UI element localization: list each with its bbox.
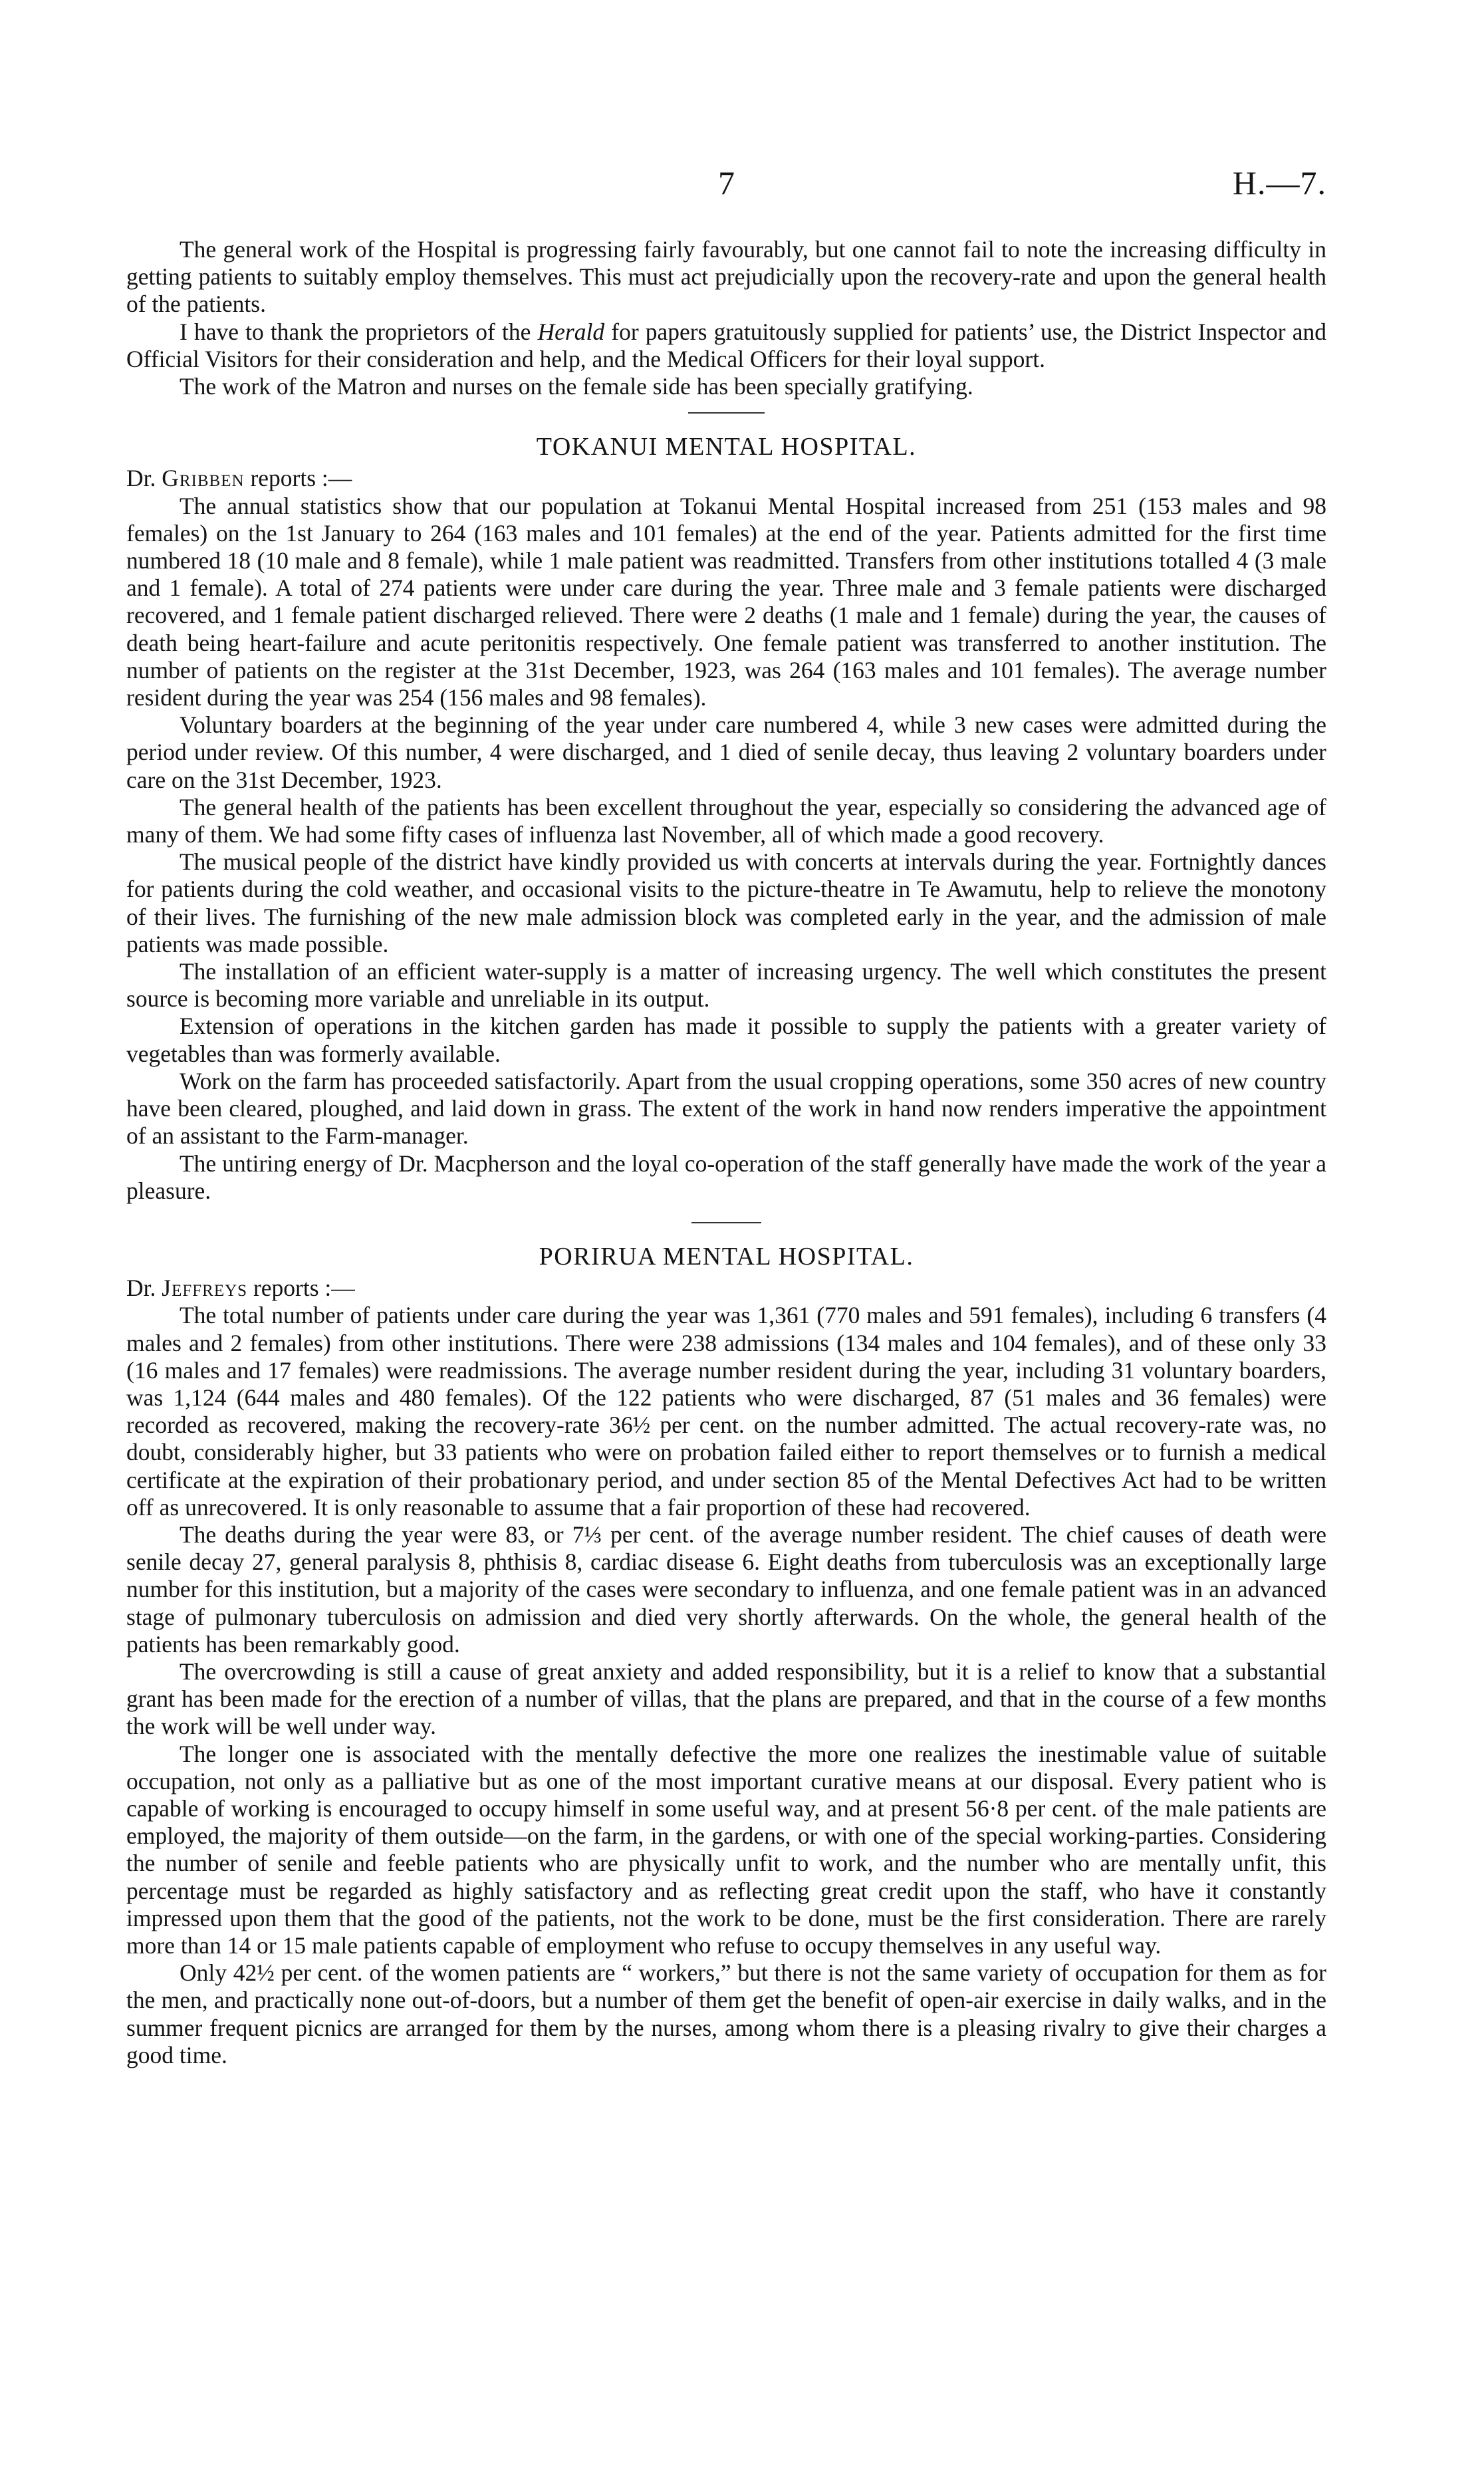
porirua-paragraph: Only 42½ per cent. of the women patients are “ workers,” but there is not the same variety of occupation for them as for the men, and practically none out-of-doors, but a number of them get the benefit of open-air exercise in daily walks, and in the summer frequent picnics are arranged for them by the nurses, among whom there is a pleasing rivalry to give their charges a good time. (126, 1959, 1326, 2068)
page-number: 7 (718, 164, 735, 201)
porirua-paragraph: The overcrowding is still a cause of great anxiety and added responsibility, but it is a relief to know that a substantial grant has been made for the erection of a number of villas, that the plans are prepared, and that in the course of a few months the work will be well under way. (126, 1658, 1326, 1740)
reporter-suffix: reports :— (244, 465, 352, 492)
section-divider (691, 1222, 761, 1223)
tokanui-paragraph: The installation of an efficient water-supply is a matter of increasing urgency. The well which constitutes the present source is becoming more variable and unreliable in its output. (126, 958, 1326, 1013)
reporter-prefix: Dr. (126, 1275, 162, 1302)
tokanui-paragraph: Extension of operations in the kitchen garden has made it possible to supply the patients with a greater variety of vegetables than was formerly available. (126, 1013, 1326, 1067)
intro-paragraph-thanks (126, 318, 1326, 373)
section-heading-porirua: PORIRUA MENTAL HOSPITAL. (539, 1242, 914, 1271)
intro-paragraph: The work of the Matron and nurses on the female side has been specially gratifying. (180, 373, 973, 400)
thanks-text-end: for papers gratuitously supplied for patients’ use, the District Inspector and Official Visitors for their consideration and help, and the Medical Officers for their loyal support. (126, 318, 1326, 372)
page-header (126, 164, 1326, 210)
section-heading-tokanui: TOKANUI MENTAL HOSPITAL. (536, 433, 917, 461)
document-body (126, 236, 1326, 2069)
reporter-line-tokanui (126, 465, 1326, 492)
reporter-name: Gribben (162, 465, 245, 492)
porirua-paragraph: The total number of patients under care during the year was 1,361 (770 males and 591 females), including 6 transfers (4 males and 2 females) from other institutions. There were 238 admissions (134 males and 104 females), and of these only 33 (16 males and 17 females) were readmissions. The average number resident during the year, including 31 voluntary boarders, was 1,124 (644 males and 480 females). Of the 122 patients who were discharged, 87 (51 males and 36 females) were recorded as recovered, making the recovery-rate 36½ per cent. on the number admitted. The actual recovery-rate was, no doubt, considerably higher, but 33 patients who were on probation failed either to report themselves or to furnish a medical certificate at the expiration of their probationary period, and under section 85 of the Mental Defectives Act had to be written off as unrecovered. It is only reasonable to assume that a fair proportion of these had recovered. (126, 1302, 1326, 1521)
reporter-line-porirua (126, 1275, 1326, 1302)
reporter-name: Jeffreys (162, 1275, 248, 1302)
tokanui-paragraph: Work on the farm has proceeded satisfactorily. Apart from the usual cropping operations, some 350 acres of new country have been cleared, ploughed, and laid down in grass. The extent of the work in hand now renders imperative the appointment of an assistant to the Farm-manager. (126, 1067, 1326, 1150)
document-reference: H.—7. (1232, 164, 1326, 201)
porirua-paragraph: The longer one is associated with the mentally defective the more one realizes the inestimable value of suitable occupation, not only as a palliative but as one of the most important curative means at our disposal. Every patient who is capable of working is encouraged to occupy himself in some useful way, and at present 56·8 per cent. of the male patients are employed, the majority of them outside—on the farm, in the gardens, or with one of the special working-parties. Considering the number of senile and feeble patients who are physically unfit to work, and the number who are mentally unfit, this percentage must be regarded as highly satisfactory and as reflecting great credit upon the staff, who have it constantly impressed upon them that the good of the patients, not the work to be done, must be the first consideration. There are rarely more than 14 or 15 male patients capable of employment who refuse to occupy themselves in any useful way. (126, 1740, 1326, 1959)
porirua-paragraph: The deaths during the year were 83, or 7⅓ per cent. of the average number resident. The chief causes of death were senile decay 27, general paralysis 8, phthisis 8, cardiac disease 6. Eight deaths from tuberculosis was an exceptionally large number for this institution, but a majority of the cases were secondary to influenza, and one female patient was in an advanced stage of pulmonary tuberculosis on admission and died very shortly afterwards. On the whole, the general health of the patients has been remarkably good. (126, 1521, 1326, 1658)
reporter-suffix: reports :— (247, 1275, 355, 1302)
thanks-text-start: I have to thank the proprietors of the (180, 318, 538, 345)
tokanui-paragraph: The untiring energy of Dr. Macpherson and the loyal co-operation of the staff generally have made the work of the year a pleasure. (126, 1150, 1326, 1204)
tokanui-paragraph: The general health of the patients has been excellent throughout the year, especially so considering the advanced age of many of them. We had some fifty cases of influenza last November, all of which made a good recovery. (126, 793, 1326, 848)
tokanui-paragraph: Voluntary boarders at the beginning of the year under care numbered 4, while 3 new cases were admitted during the period under review. Of this number, 4 were discharged, and 1 died of senile decay, thus leaving 2 voluntary boarders under care on the 31st December, 1923. (126, 711, 1326, 793)
tokanui-paragraph: The musical people of the district have kindly provided us with concerts at intervals during the year. Fortnightly dances for patients during the cold weather, and occasional visits to the picture-theatre in Te Awamutu, help to relieve the monotony of their lives. The furnishing of the new male admission block was completed early in the year, and the admission of male patients was made possible. (126, 848, 1326, 957)
intro-paragraph: The general work of the Hospital is progressing fairly favourably, but one cannot fail to note the increasing difficulty in getting patients to suitably employ themselves. This must act prejudicially upon the recovery-rate and upon the general health of the patients. (126, 236, 1326, 318)
reporter-prefix: Dr. (126, 465, 162, 492)
herald-title: Herald (537, 318, 605, 345)
section-divider (688, 412, 765, 414)
tokanui-paragraph: The annual statistics show that our population at Tokanui Mental Hospital increased from 251 (153 males and 98 females) on the 1st January to 264 (163 males and 101 females) at the end of the year. Patients admitted for the first time numbered 18 (10 male and 8 female), while 1 male patient was readmitted. Transfers from other institutions totalled 4 (3 male and 1 female). A total of 274 patients were under care during the year. Three male and 3 female patients were discharged recovered, and 1 female patient discharged relieved. There were 2 deaths (1 male and 1 female) during the year, the causes of death being heart-failure and acute peritonitis respectively. One female patient was transferred to another institution. The number of patients on the register at the 31st December, 1923, was 264 (163 males and 101 females). The average number resident during the year was 254 (156 males and 98 females). (126, 492, 1326, 711)
